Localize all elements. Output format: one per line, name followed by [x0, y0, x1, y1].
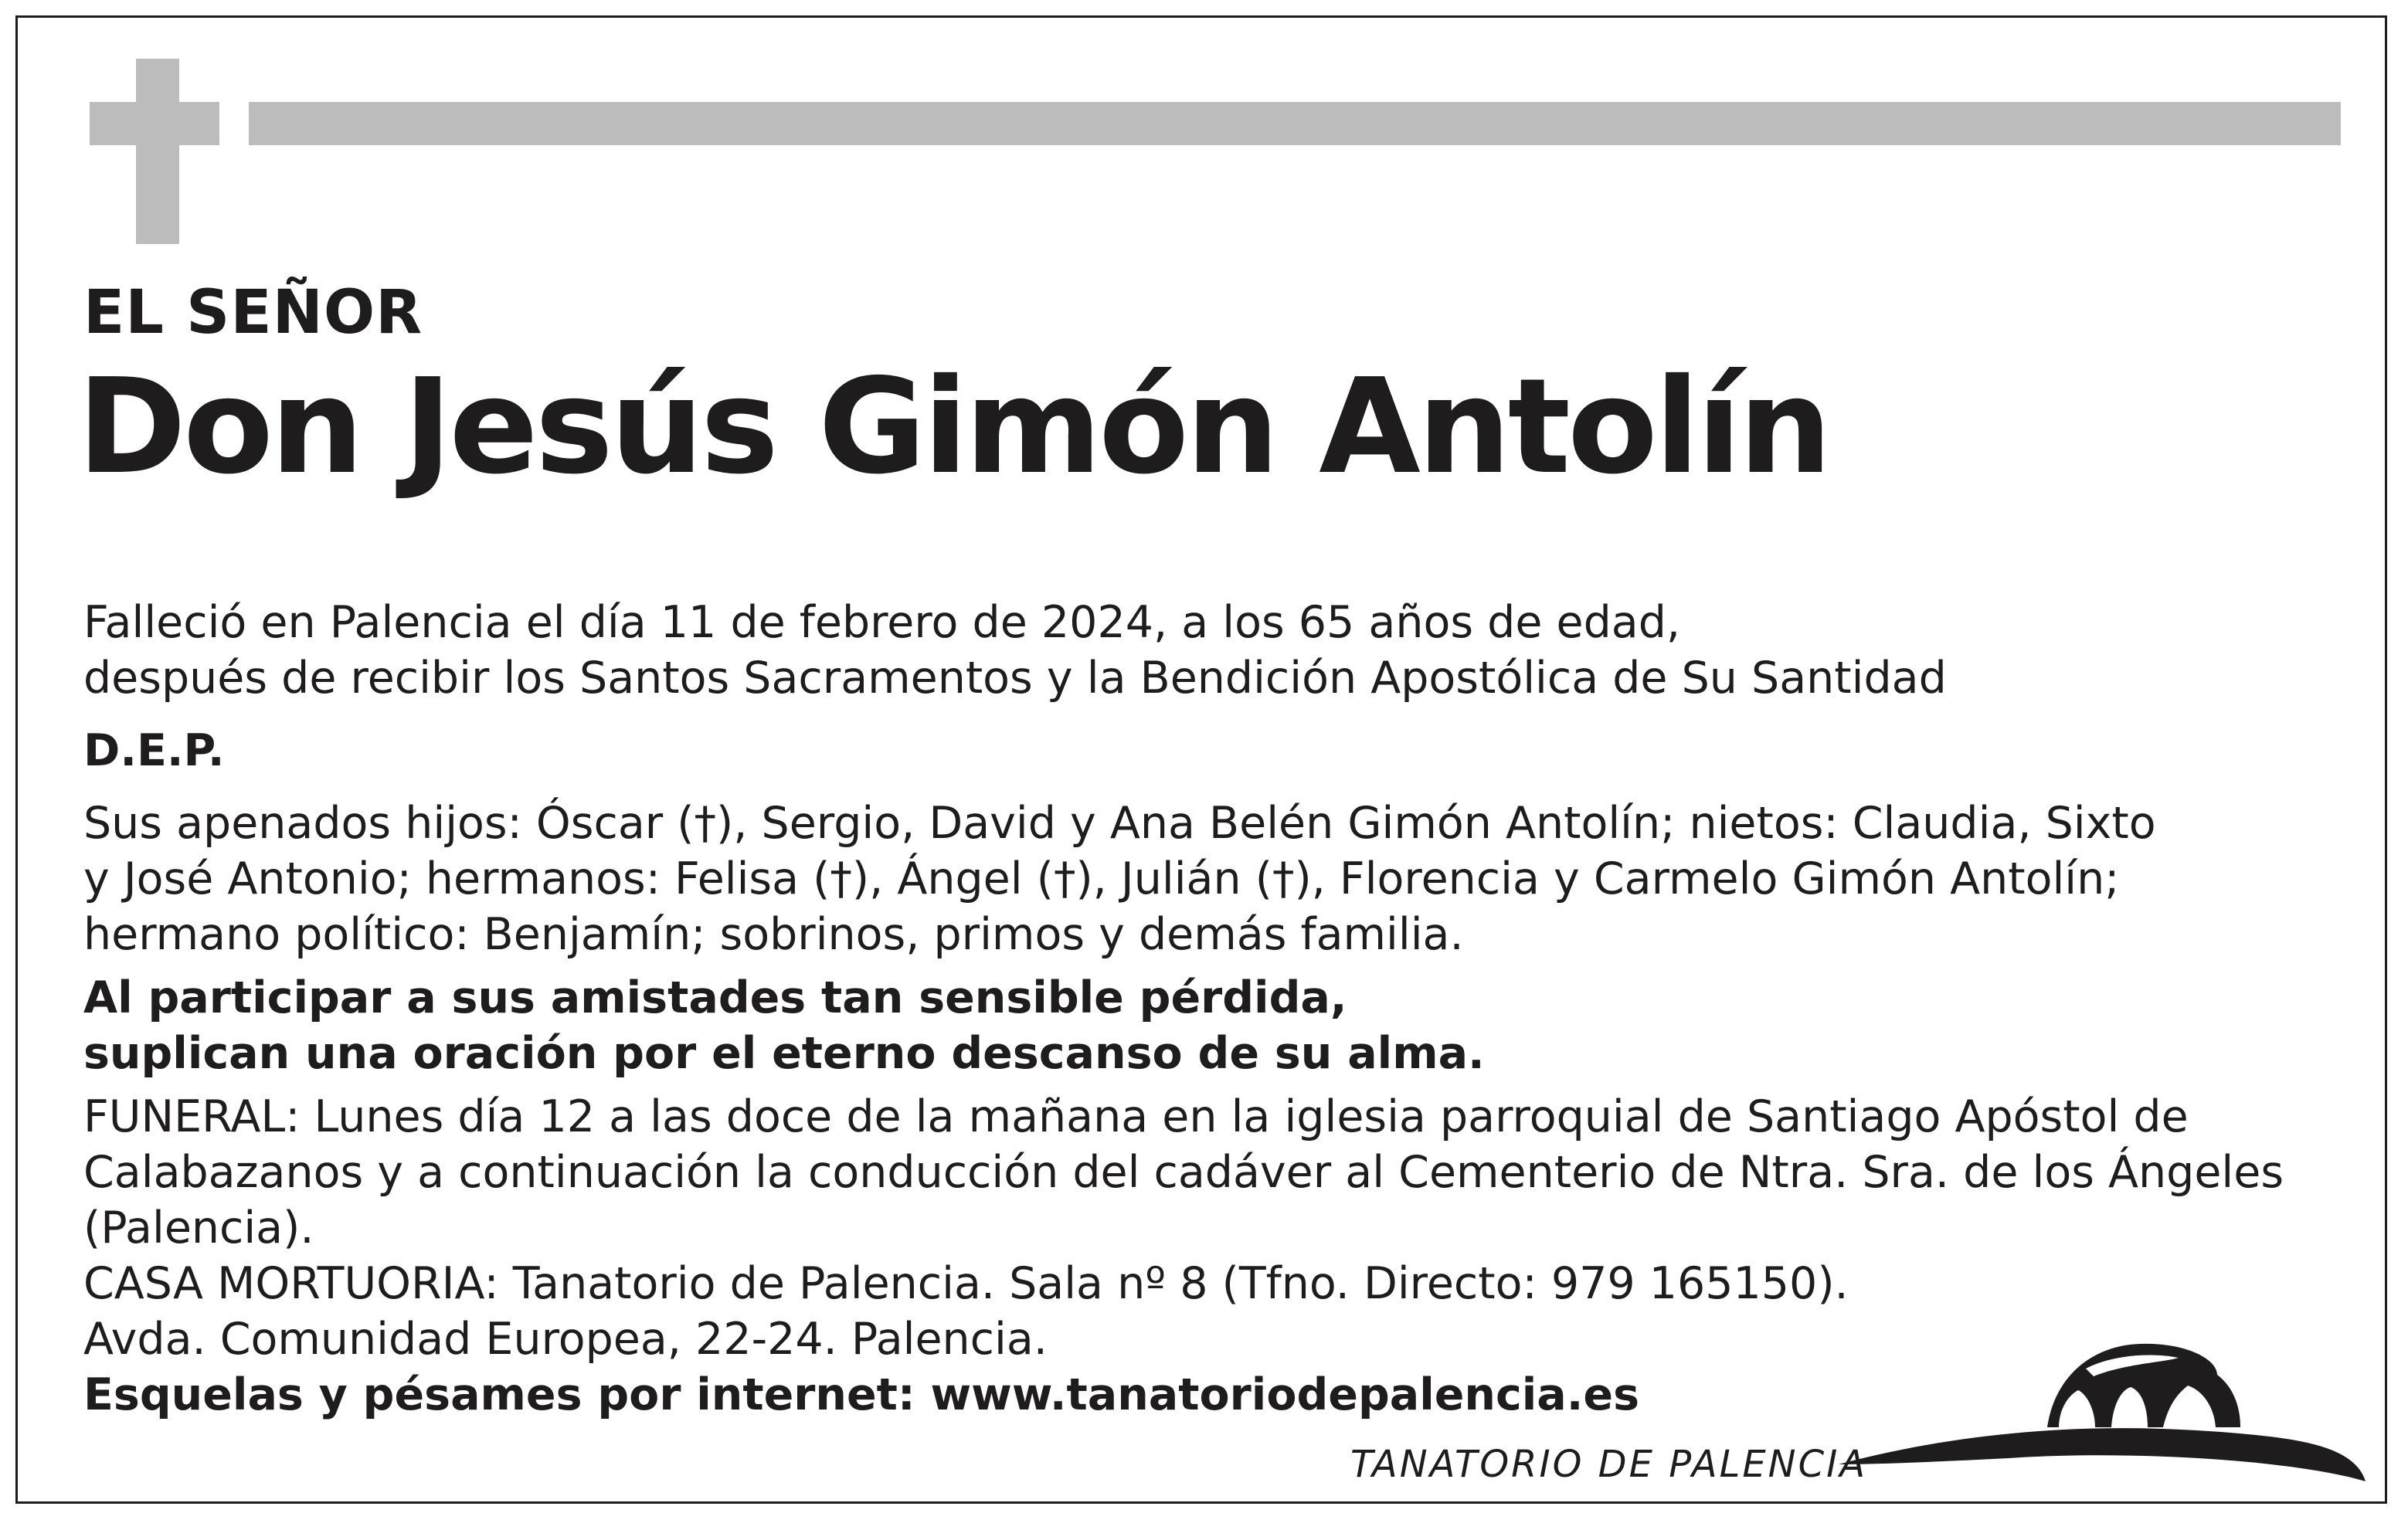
- logo-text: TANATORIO DE PALENCIA: [1350, 1443, 1868, 1486]
- funeral-home-address: Avda. Comunidad Europea, 22-24. Palencia.: [83, 1314, 1048, 1365]
- funeral-line: (Palencia).: [83, 1203, 314, 1254]
- family-line: hermano político: Benjamín; sobrinos, primos y demás familia.: [83, 909, 1464, 960]
- death-notice-line: Falleció en Palencia el día 11 de febrero de 2024, a los 65 años de edad,: [83, 597, 1681, 648]
- death-notice-line: después de recibir los Santos Sacramentos y la Bendición Apostólica de Su Santidad: [83, 653, 1947, 704]
- family-line: Sus apenados hijos: Óscar (†), Sergio, David y Ana Belén Gimón Antolín; nietos: Claudia, Sixto: [83, 798, 2156, 849]
- header-rule: [249, 102, 2341, 145]
- funeral-line: FUNERAL: Lunes día 12 a las doce de la mañana en la iglesia parroquial de Santiago Apóstol de: [83, 1091, 2189, 1142]
- prayer-request-line: suplican una oración por el eterno descanso de su alma.: [83, 1028, 1485, 1079]
- obituary-body: [83, 595, 2308, 1423]
- internet-condolences-line: Esquelas y pésames por internet: www.tanatoriodepalencia.es: [83, 1369, 1640, 1420]
- cross-icon-vertical: [136, 59, 179, 244]
- tanatorio-logo: [1344, 1328, 2379, 1498]
- honorific-title: EL SEÑOR: [83, 278, 423, 348]
- funeral-home-line: CASA MORTUORIA: Tanatorio de Palencia. Sala nº 8 (Tfno. Directo: 979 165150).: [83, 1258, 1849, 1309]
- dep-label: D.E.P.: [83, 725, 225, 776]
- deceased-name: Don Jesús Gimón Antolín: [77, 351, 1829, 504]
- prayer-request-line: Al participar a sus amistades tan sensible pérdida,: [83, 972, 1347, 1023]
- cross-icon-horizontal: [90, 102, 219, 145]
- family-line: y José Antonio; hermanos: Felisa (†), Ángel (†), Julián (†), Florencia y Carmelo Gimón Antolín;: [83, 853, 2120, 904]
- funeral-line: Calabazanos y a continuación la conducción del cadáver al Cementerio de Ntra. Sra. de los Ángeles: [83, 1147, 2284, 1198]
